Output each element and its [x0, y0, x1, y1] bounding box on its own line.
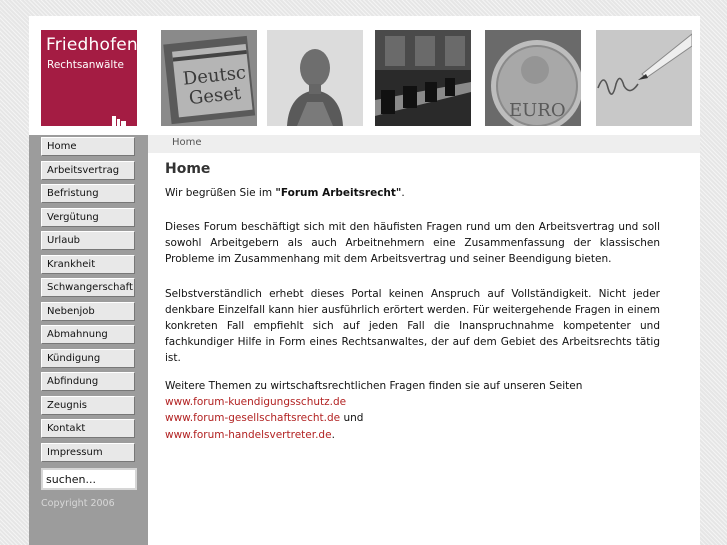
link-line-1: [165, 394, 346, 410]
building-icon: [111, 110, 127, 126]
nav-item-abfindung[interactable]: Abfindung: [41, 372, 135, 391]
intro-paragraph: Dieses Forum beschäftigt sich mit den häufisten Fragen rund um den Arbeitsvertrag und soll sowohl Arbeitgebern als auch Arbeitnehmern eine Zusammenfassung der klassischen Probleme im Zusammenhang mit dem Arbeitsvertrag und seiner Beendigung bieten.: [165, 221, 660, 265]
nav-item-verguetung[interactable]: Vergütung: [41, 208, 135, 227]
welcome-prefix: Wir begrüßen Sie im: [165, 187, 276, 199]
nav-item-krankheit[interactable]: Krankheit: [41, 255, 135, 274]
conference-room-image: [375, 30, 471, 126]
main-content: [148, 135, 700, 545]
search-input[interactable]: [41, 468, 137, 490]
header: [29, 16, 700, 135]
breadcrumb-bar: [148, 135, 700, 153]
nav-item-zeugnis[interactable]: Zeugnis: [41, 396, 135, 415]
link-period: .: [331, 429, 335, 441]
svg-text:Deutsc: Deutsc: [181, 62, 247, 90]
welcome-suffix: .: [401, 187, 405, 199]
logo-name: Friedhofen: [46, 35, 138, 55]
svg-text:Geset: Geset: [187, 82, 243, 110]
nav-item-arbeitsvertrag[interactable]: Arbeitsvertrag: [41, 161, 135, 180]
link-conjunction: und: [340, 412, 364, 424]
page-title: Home: [165, 161, 211, 177]
welcome-text: [165, 185, 660, 201]
nav-item-home[interactable]: Home: [41, 137, 135, 156]
euro-coin-image: [485, 30, 581, 126]
nav-item-abmahnung[interactable]: Abmahnung: [41, 325, 135, 344]
link-line-2: [165, 410, 363, 426]
breadcrumb[interactable]: Home: [172, 137, 202, 148]
logo-subtitle: Rechtsanwälte: [47, 59, 124, 71]
nav-item-urlaub[interactable]: Urlaub: [41, 231, 135, 250]
logo[interactable]: [41, 30, 137, 126]
nav-item-nebenjob[interactable]: Nebenjob: [41, 302, 135, 321]
law-book-image: [161, 30, 257, 126]
disclaimer-paragraph: Selbstverständlich erhebt dieses Portal keinen Anspruch auf Vollständigkeit. Nicht jeder denkbare Einzelfall kann hier ausführlich erörtert werden. Für weitergehende Fragen in einem konkreten Fall empfiehlt sich auf jeden Fall die Inanspruchnahme kompetenter und fachkundiger Hilfe in Form eines Rechtsanwaltes, der auf dem Gebiet des Arbeitsrechts tätig ist.: [165, 288, 660, 364]
link-gesellschaftsrecht[interactable]: www.forum-gesellschaftsrecht.de: [165, 412, 341, 424]
nav-item-impressum[interactable]: Impressum: [41, 443, 135, 462]
nav-item-kontakt[interactable]: Kontakt: [41, 419, 135, 438]
nav-item-schwangerschaft[interactable]: Schwangerschaft: [41, 278, 135, 297]
forum-name: "Forum Arbeitsrecht": [275, 187, 402, 199]
link-line-3: [165, 427, 335, 443]
svg-text:EURO: EURO: [509, 100, 566, 121]
nav-item-befristung[interactable]: Befristung: [41, 184, 135, 203]
copyright: Copyright 2006: [41, 498, 115, 509]
link-handelsvertreter[interactable]: www.forum-handelsvertreter.de: [165, 429, 332, 441]
page-container: [29, 16, 700, 545]
link-kuendigungsschutz[interactable]: www.forum-kuendigungsschutz.de: [165, 396, 347, 408]
bust-image: [267, 30, 363, 126]
topics-intro: Weitere Themen zu wirtschaftsrechtlichen Fragen finden sie auf unseren Seiten: [165, 380, 583, 392]
pen-signature-image: [596, 30, 692, 126]
nav-item-kuendigung[interactable]: Kündigung: [41, 349, 135, 368]
